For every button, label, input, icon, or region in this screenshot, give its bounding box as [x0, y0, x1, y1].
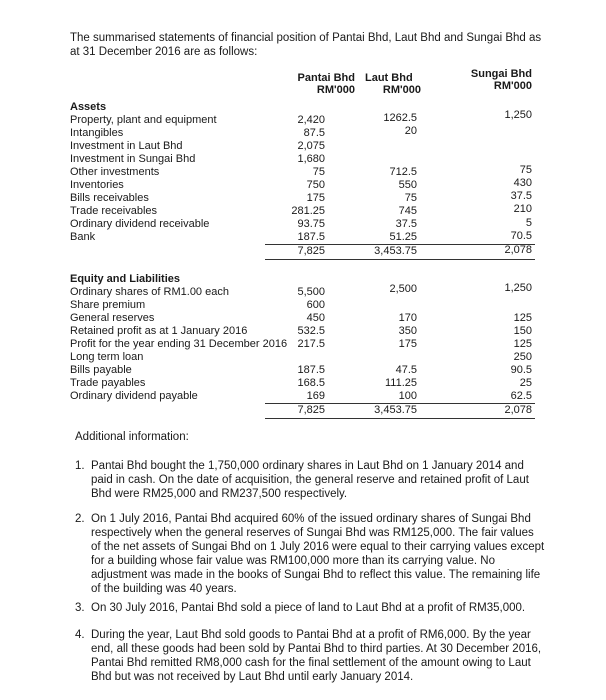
faded-page-header [62, 10, 132, 20]
note-item: 3. On 30 July 2016, Pantai Bhd sold a piece of land to Laut Bhd at a profit of RM35,000. [75, 602, 526, 614]
table-row: Ordinary shares of RM1.00 each 5,500 2,500 1,250 [70, 282, 532, 298]
table-row: Bank 187.5 51.25 70.5 [70, 230, 532, 243]
table-row: Inventories 750 550 430 [70, 177, 532, 191]
total-rule [265, 259, 535, 260]
table-row: Investment in Sungai Bhd 1,680 [70, 153, 325, 165]
table-row: Bills receivables 175 75 37.5 [70, 190, 532, 204]
equity-total-row: 7,825 3,453.75 2,078 [297, 404, 532, 416]
table-row: Trade receivables 281.25 745 210 [70, 203, 532, 217]
table-row: Intangibles 87.5 20 [70, 125, 417, 139]
note-item: 2. On 1 July 2016, Pantai Bhd acquired 60% of the issued ordinary shares of Sungai Bhd respectively when the general reserves of Sungai Bhd was RM125,000. The fair values of the net assets of Sungai Bhd on 1 July 2016 were equal to their carrying values except for a building whose fair value was RM100,000 more than its carrying value. No adjustment was made in the books of Sungai Bhd to reflect this value. The remaining life of the building was 40 years. [75, 513, 545, 595]
column-header-laut: Laut Bhd RM'000 [365, 72, 421, 96]
table-row: Investment in Laut Bhd 2,075 [70, 140, 325, 152]
table-row: Ordinary dividend receivable 93.75 37.5 5 [70, 217, 532, 230]
intro-paragraph: The summarised statements of financial position of Pantai Bhd, Laut Bhd and Sungai Bhd as at 31 December 2016 are as follows: [70, 32, 542, 58]
table-row: Long term loan 250 [70, 351, 532, 363]
table-row: Ordinary dividend payable 169 100 62.5 [70, 390, 532, 402]
table-row: Property, plant and equipment 2,420 1262.5 1,250 [70, 109, 532, 126]
assets-total-row: 7,825 3,453.75 2,078 [297, 244, 532, 257]
section-heading: Equity and Liabilities [70, 273, 181, 285]
column-header-pantai: Pantai Bhd RM'000 [297, 72, 355, 96]
table-row: Retained profit as at 1 January 2016 532.5 350 150 [70, 325, 532, 337]
table-row: Other investments 75 712.5 75 [70, 164, 532, 178]
table-row: Share premium 600 [70, 299, 325, 311]
table-row: Trade payables 168.5 111.25 25 [70, 377, 532, 389]
column-header-sungai: Sungai Bhd RM'000 [470, 68, 532, 92]
table-row: Profit for the year ending 31 December 2016 217.5 175 125 [70, 338, 532, 350]
table-row: General reserves 450 170 125 [70, 312, 532, 324]
note-item: 4. During the year, Laut Bhd sold goods to Pantai Bhd at a profit of RM6,000. By the year end, all these goods had been sold by Pantai Bhd to third parties. At 30 December 2016, Pantai Bhd remitted RM8,000 cash for the final settlement of the amount owing to Laut Bhd but was not received by Laut Bhd until early January 2014. [75, 629, 542, 683]
table-row: Bills payable 187.5 47.5 90.5 [70, 364, 532, 376]
total-rule [265, 418, 535, 419]
section-heading: Assets [70, 101, 107, 113]
additional-info-heading: Additional information: [75, 431, 189, 443]
note-item: 1. Pantai Bhd bought the 1,750,000 ordinary shares in Laut Bhd on 1 January 2014 and paid in cash. On the date of acquisition, the general reserve and retained profit of Laut Bhd were RM25,000 and RM237,500 respectively. [75, 460, 529, 500]
